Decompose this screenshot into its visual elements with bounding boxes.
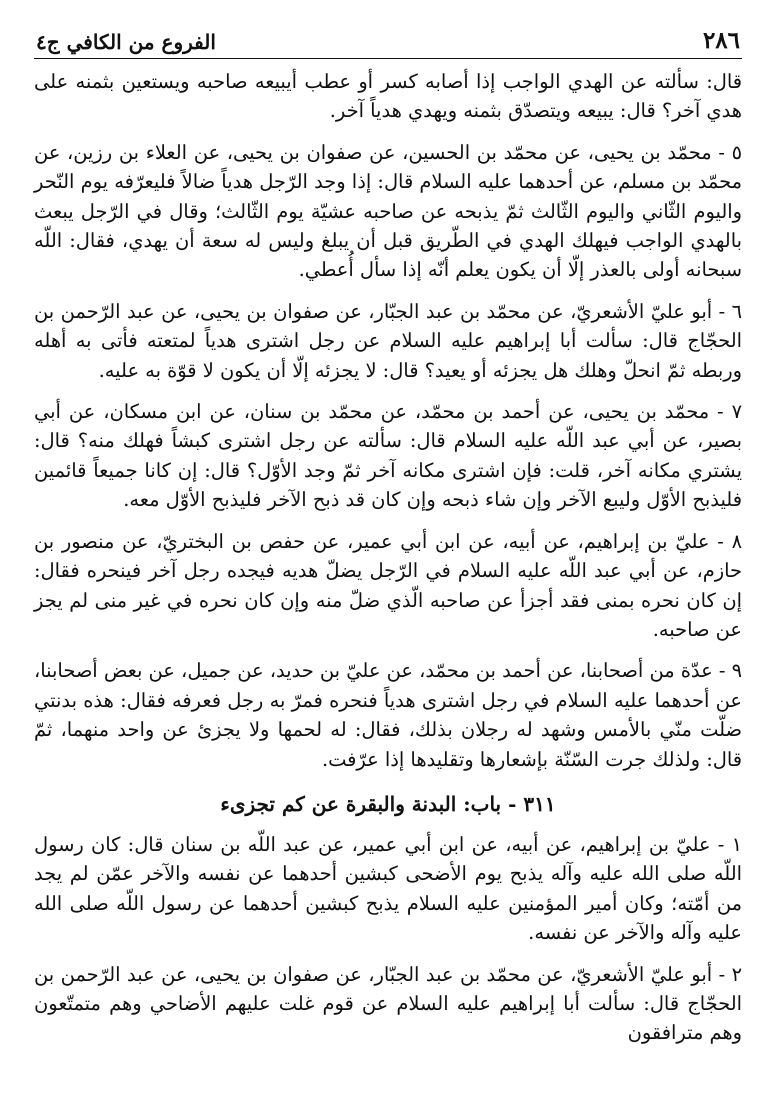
document-page xyxy=(34,18,742,1108)
page-number: ٢٨٦ xyxy=(702,27,740,54)
header-rule xyxy=(34,58,742,59)
book-title: الفروع من الكافي ج٤ xyxy=(36,30,216,54)
paragraph: ٧ - محمّد بن يحيى، عن أحمد بن محمّد، عن محمّد بن سنان، عن ابن مسكان، عن أبي بصير، عن أبي عبد اللّه عليه السلام قال: سألته عن رجل اشترى كبشاً فهلك منه؟ قال: يشتري مكانه آخر، قلت: فإن اشترى مكانه آخر ثمّ وجد الأوّل؟ قال: إن كانا جميعاً قائمين فليذبح الأوّل وليبع الآخر وإن شاء ذبحه وإن كان قد ذبح الآخر فليذبح الأوّل معه. xyxy=(34,400,742,512)
paragraph: ٦ - أبو عليّ الأشعريّ، عن محمّد بن عبد الجبّار، عن صفوان بن يحيى، عن عبد الرّحمن بن الحجّاج قال: سألت أبا إبراهيم عليه السلام عن رجل اشترى هدياً لمتعته فأتى به أهله وربطه ثمّ انحلّ وهلك هل يجزئه أو يعيد؟ قال: لا يجزئه إلّا أن يكون لا قوّة به عليه. xyxy=(34,299,742,382)
paragraph: ٥ - محمّد بن يحيى، عن محمّد بن الحسين، عن صفوان بن يحيى، عن العلاء بن رزين، عن محمّد بن مسلم، عن أحدهما عليه السلام قال: إذا وجد الرّجل هدياً ضالاً فليعرّفه يوم النّحر واليوم الثّاني واليوم الثّالث ثمّ يذبحه عن صاحبه عشيّة يوم الثّالث؛ وقال في الرّجل يبعث بالهدي الواجب فيهلك الهدي في الطّريق قبل أن يبلغ وليس له سعة أن يهدي، فقال: اللّه سبحانه أولى بالعذر إلّا أن يكون يعلم أنّه إذا سأل أُعطي. xyxy=(34,140,742,282)
paragraph: ١ - عليّ بن إبراهيم، عن أبيه، عن ابن أبي عمير، عن عبد اللّه بن سنان قال: كان رسول اللّه صلى الله عليه وآله يذبح يوم الأضحى كبشين أحدهما عن نفسه والآخر عمّن لم يجد من أمّته؛ وكان أمير المؤمنين عليه السلام يذبح كبشين أحدهما عن رسول اللّه صلى الله عليه وآله والآخر عن نفسه. xyxy=(34,832,742,945)
paragraph: ٨ - عليّ بن إبراهيم، عن أبيه، عن ابن أبي عمير، عن حفص بن البختريّ، عن منصور بن حازم، عن أبي عبد اللّه عليه السلام في الرّجل يضلّ هديه فيجده رجل آخر فينحره فقال: إن كان نحره بمنى فقد أجزأ عن صاحبه الّذي ضلّ منه وإن كان نحره في غير منى لم يجز عن صاحبه. xyxy=(34,529,742,641)
chapter-heading: ٣١١ - باب: البدنة والبقرة عن كم تجزىء xyxy=(220,791,556,816)
paragraph: ٢ - أبو عليّ الأشعريّ، عن محمّد بن عبد الجبّار، عن صفوان بن يحيى، عن عبد الرّحمن بن الحجّاج قال: سألت أبا إبراهيم عليه السلام عن قوم غلت عليهم الأضاحي وهم متمتّعون وهم مترافقون xyxy=(34,962,742,1045)
paragraph: قال: سألته عن الهدي الواجب إذا أصابه كسر أو عطب أيبيعه صاحبه ويستعين بثمنه على هدي آخر؟ قال: يبيعه ويتصدّق بثمنه ويهدي هدياً آخر. xyxy=(34,70,742,123)
page-header xyxy=(34,18,742,52)
paragraph: ٩ - عدّة من أصحابنا، عن أحمد بن محمّد، عن عليّ بن حديد، عن جميل، عن بعض أصحابنا، عن أحدهما عليه السلام في رجل اشترى هدياً فنحره فمرّ به رجل فعرفه فقال: هذه بدنتي ضلّت منّي بالأمس وشهد له رجلان بذلك، فقال: له لحمها ولا يجزئ عن واحد منهما، ثمّ قال: ولذلك جرت السّنّة بإشعارها وتقليدها إذا عرّفت. xyxy=(34,659,742,771)
